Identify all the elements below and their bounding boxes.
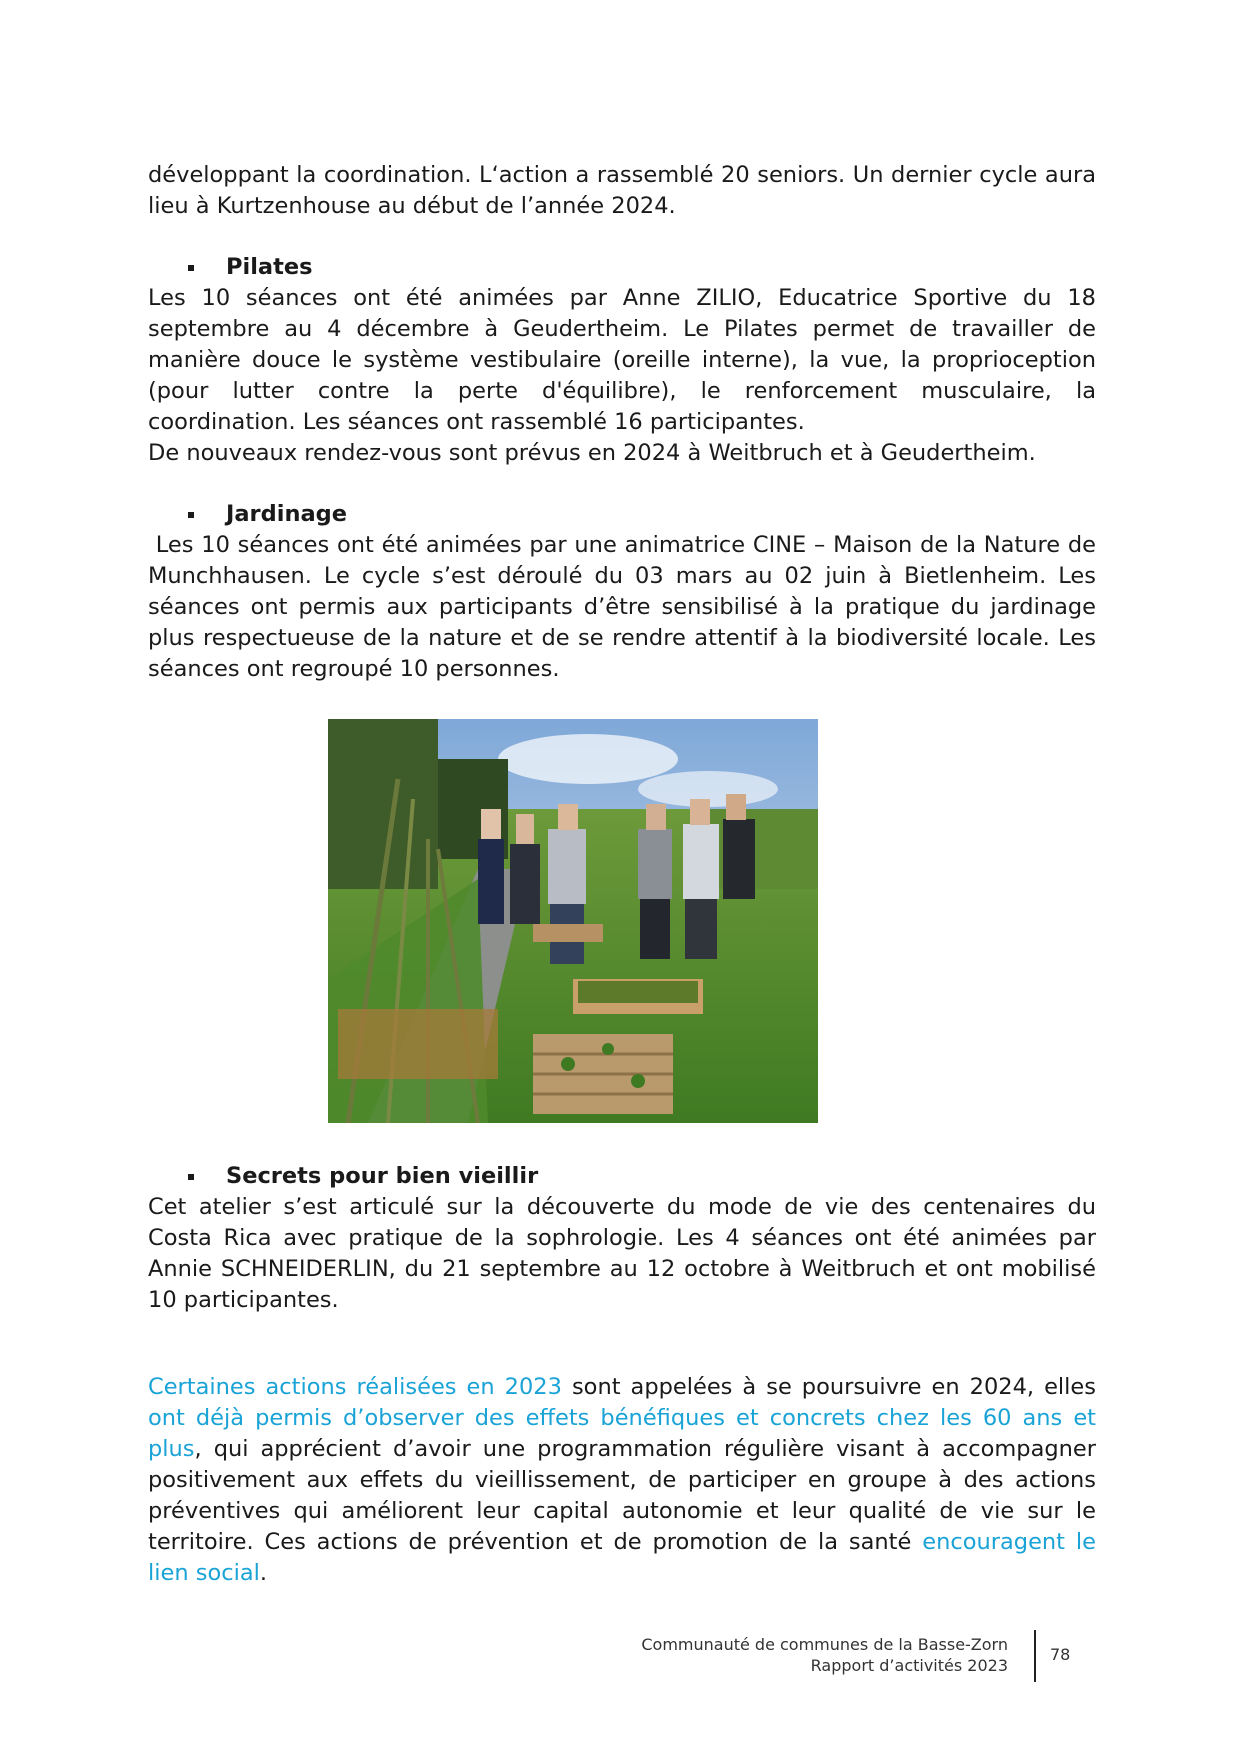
bullet-square-icon [188, 265, 194, 271]
section-title: Secrets pour bien vieillir [226, 1163, 539, 1189]
section-title: Jardinage [226, 501, 348, 527]
document-page [148, 160, 1104, 1589]
closing-text: sont appelées à se poursuivre en 2024, elles [561, 1374, 1096, 1400]
closing-text: . [259, 1560, 268, 1586]
section-secrets [148, 1161, 1096, 1316]
gardening-photo [328, 719, 818, 1123]
footer-report-title: Rapport d’activités 2023 [810, 1656, 1008, 1675]
section-heading [188, 499, 1096, 530]
section-body-extra: De nouveaux rendez-vous sont prévus en 2024 à Weitbruch et à Geudertheim. [148, 440, 1036, 466]
page-number: 78 [1050, 1645, 1071, 1664]
section-body: Cet atelier s’est articulé sur la découverte du mode de vie des centenaires du Costa Rica avec pratique de la sophrologie. Les 4 séances ont été animées par Annie SCHNEIDERLIN, du 21 septembre au 12 octobre à Weitbruch et ont mobilisé 10 participantes. [148, 1194, 1096, 1313]
section-heading [188, 1161, 1096, 1192]
section-title: Pilates [226, 254, 313, 280]
bullet-square-icon [188, 512, 194, 518]
section-body: Les 10 séances ont été animées par une animatrice CINE – Maison de la Nature de Munchhausen. Le cycle s’est déroulé du 03 mars au 02 juin à Bietlenheim. Les séances ont permis aux participants d’être sensibilisé à la pratique du jardinage plus respectueuse de la nature et de se rendre attentif à la biodiversité locale. Les séances ont regroupé 10 personnes. [148, 532, 1104, 682]
section-body: Les 10 séances ont été animées par Anne ZILIO, Educatrice Sportive du 18 septembre au 4 décembre à Geudertheim. Le Pilates permet de travailler de manière douce le système vestibulaire (oreille interne), la vue, la proprioception (pour lutter contre la perte d'équilibre), le renforcement musculaire, la coordination. Les séances ont rassemblé 16 participantes. [148, 285, 1096, 435]
section-heading [188, 252, 1096, 283]
section-jardinage [148, 499, 1104, 685]
closing-highlight: Certaines actions réalisées en 2023 [148, 1374, 562, 1400]
gardening-photo-image [328, 719, 818, 1123]
closing-paragraph [148, 1372, 1096, 1589]
intro-paragraph: développant la coordination. L‘action a rassemblé 20 seniors. Un dernier cycle aura lieu à Kurtzenhouse au début de l’année 2024. [148, 162, 1096, 219]
section-pilates [148, 252, 1096, 469]
bullet-square-icon [188, 1174, 194, 1180]
closing-highlight: encouragent le lien social [148, 1529, 1096, 1586]
footer-organization: Communauté de communes de la Basse-Zorn [641, 1635, 1008, 1654]
closing-highlight: ont déjà permis d’observer des effets bénéfiques et concrets chez les 60 ans et plus [148, 1405, 1096, 1462]
closing-text: , qui apprécient d’avoir une programmation régulière visant à accompagner positivement aux effets du vieillissement, de participer en groupe à des actions préventives qui améliorent leur capital autonomie et leur qualité de vie sur le territoire. Ces actions de prévention et de promotion de la santé [148, 1436, 1096, 1555]
page-footer [641, 1634, 1008, 1676]
footer-divider [1034, 1630, 1036, 1682]
